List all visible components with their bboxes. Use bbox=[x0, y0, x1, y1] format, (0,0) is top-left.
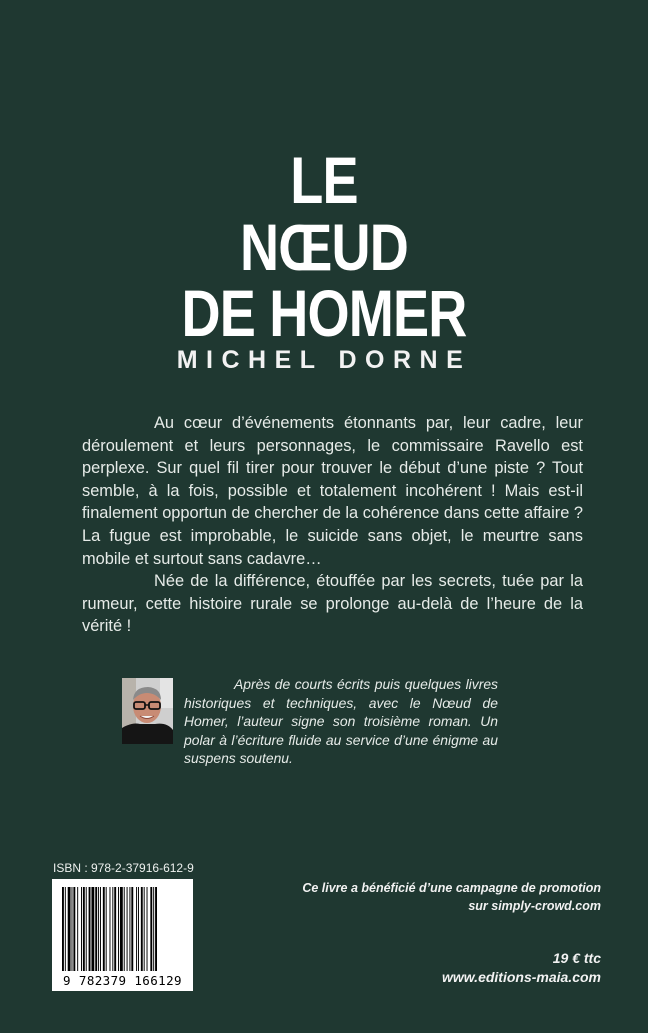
author-photo bbox=[122, 678, 173, 744]
title-line-2: NŒUD bbox=[239, 210, 409, 284]
promo-line-2: sur simply-crowd.com bbox=[468, 898, 601, 913]
isbn-label: ISBN : 978-2-37916-612-9 bbox=[53, 861, 194, 875]
price: 19 € ttc bbox=[552, 950, 601, 966]
barcode bbox=[52, 879, 193, 991]
synopsis-paragraph-2: Née de la différence, étouffée par les secrets, tuée par la rumeur, cette histoire rurale se prolonge au-delà de l’heure de la vérité ! bbox=[82, 572, 583, 636]
title-line-1: LE bbox=[290, 143, 358, 217]
synopsis bbox=[82, 412, 583, 638]
author-bio: Après de courts écrits puis quelques livres historiques et techniques, avec le Nœud de Homer, l’auteur signe son troisième roman. Un polar à l’écriture fluide au service d’une énigme au suspens soutenu. bbox=[184, 676, 498, 766]
author-name: MICHEL DORNE bbox=[176, 346, 472, 374]
promo-note bbox=[271, 880, 601, 915]
barcode-digits: 9 782379 166129 bbox=[63, 973, 182, 988]
title-line-3: DE HOMER bbox=[181, 276, 467, 350]
publisher-website: www.editions-maia.com bbox=[442, 969, 601, 985]
promo-line-1: Ce livre a bénéficié d’une campagne de promotion bbox=[302, 881, 601, 895]
synopsis-paragraph-1: Au cœur d’événements étonnants par, leur cadre, leur déroulement et leurs personnages, le commissaire Ravello est perplexe. Sur quel fil tirer pour trouver le début d’une piste ? Tout semble, à la fois, possible et totalement incohérent ! Mais est-il finalement opportun de chercher de la cohérence dans cette affaire ? La fugue est improbable, le suicide sans objet, le meurtre sans mobile et surtout sans cadavre… bbox=[82, 414, 583, 568]
